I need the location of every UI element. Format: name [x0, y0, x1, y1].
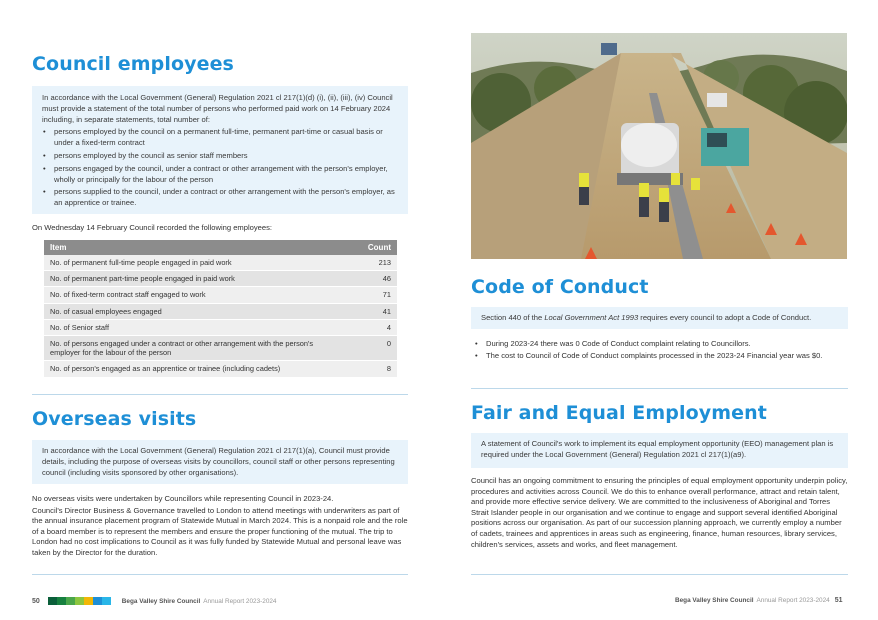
overseas-visits-callout: In accordance with the Local Government (General) Regulation 2021 cl 217(1)(a), Council must provide details, including the purpose of overseas visits by councillors, council staff or other persons representing council (including visits sponsored by other organisations).: [32, 440, 408, 484]
table-row: [44, 361, 397, 377]
table-cell-item: No. of casual employees engaged: [50, 306, 162, 316]
code-callout-act: Local Government Act 1993: [544, 313, 639, 322]
construction-photo: [471, 33, 847, 259]
recorded-employees-text: On Wednesday 14 February Council recorded the following employees:: [32, 223, 273, 232]
table-cell-item: No. of permanent part-time people engaged in paid work: [50, 274, 235, 284]
table-row: [44, 287, 397, 303]
callout-bullet: • persons employed by the council on a permanent full-time, permanent part-time or casual basis or under a fixed-term contract: [42, 127, 398, 149]
table-row: [44, 271, 397, 287]
table-row: [44, 304, 397, 320]
page-number: 51: [834, 597, 843, 604]
table-cell-count: 71: [382, 290, 391, 300]
table-header-count: Count: [367, 243, 391, 252]
footer-org: Bega Valley Shire Council: [675, 597, 754, 604]
table-cell-item: No. of permanent full-time people engaged in paid work: [50, 258, 232, 267]
overseas-visits-title: Overseas visits: [32, 408, 197, 430]
overseas-visits-body: [32, 494, 410, 559]
bullet-text: During 2023-24 there was 0 Code of Conduct complaint relating to Councillors.: [486, 339, 751, 348]
callout-bullet: • persons engaged by the council, under a contract or other arrangement with the person's employer, wholly or principally for the labour of the person: [42, 164, 398, 186]
table-cell-item: No. of fixed-term contract staff engaged to work: [50, 290, 206, 300]
table-row: [44, 320, 397, 336]
table-cell-count: 8: [386, 364, 391, 374]
table-cell-count: 41: [382, 306, 391, 316]
left-footer: [32, 597, 277, 605]
code-of-conduct-bullets: [471, 339, 847, 361]
table-cell-count: 213: [378, 258, 391, 267]
section-divider: [471, 574, 848, 575]
page-number: 50: [32, 597, 40, 605]
footer-org: Bega Valley Shire Council: [121, 597, 201, 605]
code-callout-suffix: requires every council to adopt a Code of Conduct.: [638, 313, 812, 322]
code-callout-prefix: Section 440 of the: [481, 313, 545, 322]
bullet-item: • The cost to Council of Code of Conduct complaints processed in the 2023-24 Financial year was $0.: [475, 350, 823, 360]
fair-employment-callout: A statement of Council's work to implement its equal employment opportunity (EEO) management plan is required under the Local Government (General) Regulation 2021 cl 217(1)(a9).: [471, 433, 848, 468]
table-cell-count: 4: [386, 322, 391, 332]
code-of-conduct-callout: [471, 307, 848, 329]
employees-table: [44, 240, 397, 378]
footer-report: Annual Report 2023-2024: [203, 597, 277, 605]
table-row: [44, 336, 397, 361]
section-divider: [471, 388, 848, 389]
right-footer: [672, 597, 843, 604]
table-body: [44, 255, 397, 378]
section-divider: [32, 394, 408, 395]
table-cell-item: No. of person's engaged as an apprentice or trainee (including cadets): [50, 364, 281, 374]
table-cell-count: 46: [382, 274, 391, 284]
fair-employment-body: Council has an ongoing commitment to ensuring the principles of equal employment opportunity underpin policy, procedures and activities across Council. We do this to enhance overall performance, attract and retain talent, and provide more effective service delivery. We are committed to the inclusiveness of Aboriginal and Torres Strait Islander people in our organisation and we continue to engage and support several identified Aboriginal positions across our organisation. As part of our succession planning approach, we currently employ a number of cadets, trainees and apprentices in areas such as engineering, finance, human resources, library services, children's services, assets and works, and fleet management.: [471, 476, 848, 549]
bullet-text: The cost to Council of Code of Conduct complaints processed in the 2023-24 Financial year was $0.: [486, 350, 823, 360]
table-cell-item: No. of Senior staff: [50, 322, 110, 332]
construction-photo-illustration: [471, 33, 847, 259]
callout-bullet: • persons employed by the council as senior staff members: [42, 151, 398, 162]
code-of-conduct-title: Code of Conduct: [471, 276, 649, 298]
fair-employment-title: Fair and Equal Employment: [471, 402, 767, 424]
section-divider: [32, 574, 408, 575]
council-employees-title: Council employees: [32, 53, 234, 75]
table-header: [44, 240, 397, 255]
table-header-item: Item: [50, 243, 67, 252]
callout-bullet: • persons supplied to the council, under a contract or other arrangement with the person's employer, as an apprentice or trainee.: [42, 187, 398, 209]
table-cell-count: 0: [386, 339, 391, 349]
callout-bullet-list: [42, 127, 398, 209]
overseas-para-1: No overseas visits were undertaken by Councillors while representing Council in 2023-24.: [32, 494, 334, 503]
table-cell-item: No. of persons engaged under a contract or other arrangement with the person's employer for the labour of the person: [50, 339, 314, 358]
footer-report: Annual Report 2023-2024: [756, 597, 830, 604]
callout-intro: In accordance with the Local Government (General) Regulation 2021 cl 217(1)(d) (i), (ii), (iii), (iv) Council must provide a statement of the total number of persons who performed paid work on 14 February 2024 including, in separate statements, total number of:: [42, 93, 393, 124]
council-employees-callout: [32, 86, 408, 214]
bullet-item: • During 2023-24 there was 0 Code of Conduct complaint relating to Councillors.: [475, 339, 751, 348]
overseas-para-2: Council's Director Business & Governance travelled to London to attend meetings with underwriters as part of the annual insurance placement program of Statewide Mutual in March 2024. This is a nonpaid role and the role of a board member is to represent the members and ensure the proper functioning of the mutual. The trip to London had no cost implications to Council as it was fully funded by Statewide Mutual and personal leave was taken by the Director for the duration.: [32, 505, 408, 557]
footer-color-bar: [48, 597, 111, 605]
table-row: [44, 255, 397, 271]
